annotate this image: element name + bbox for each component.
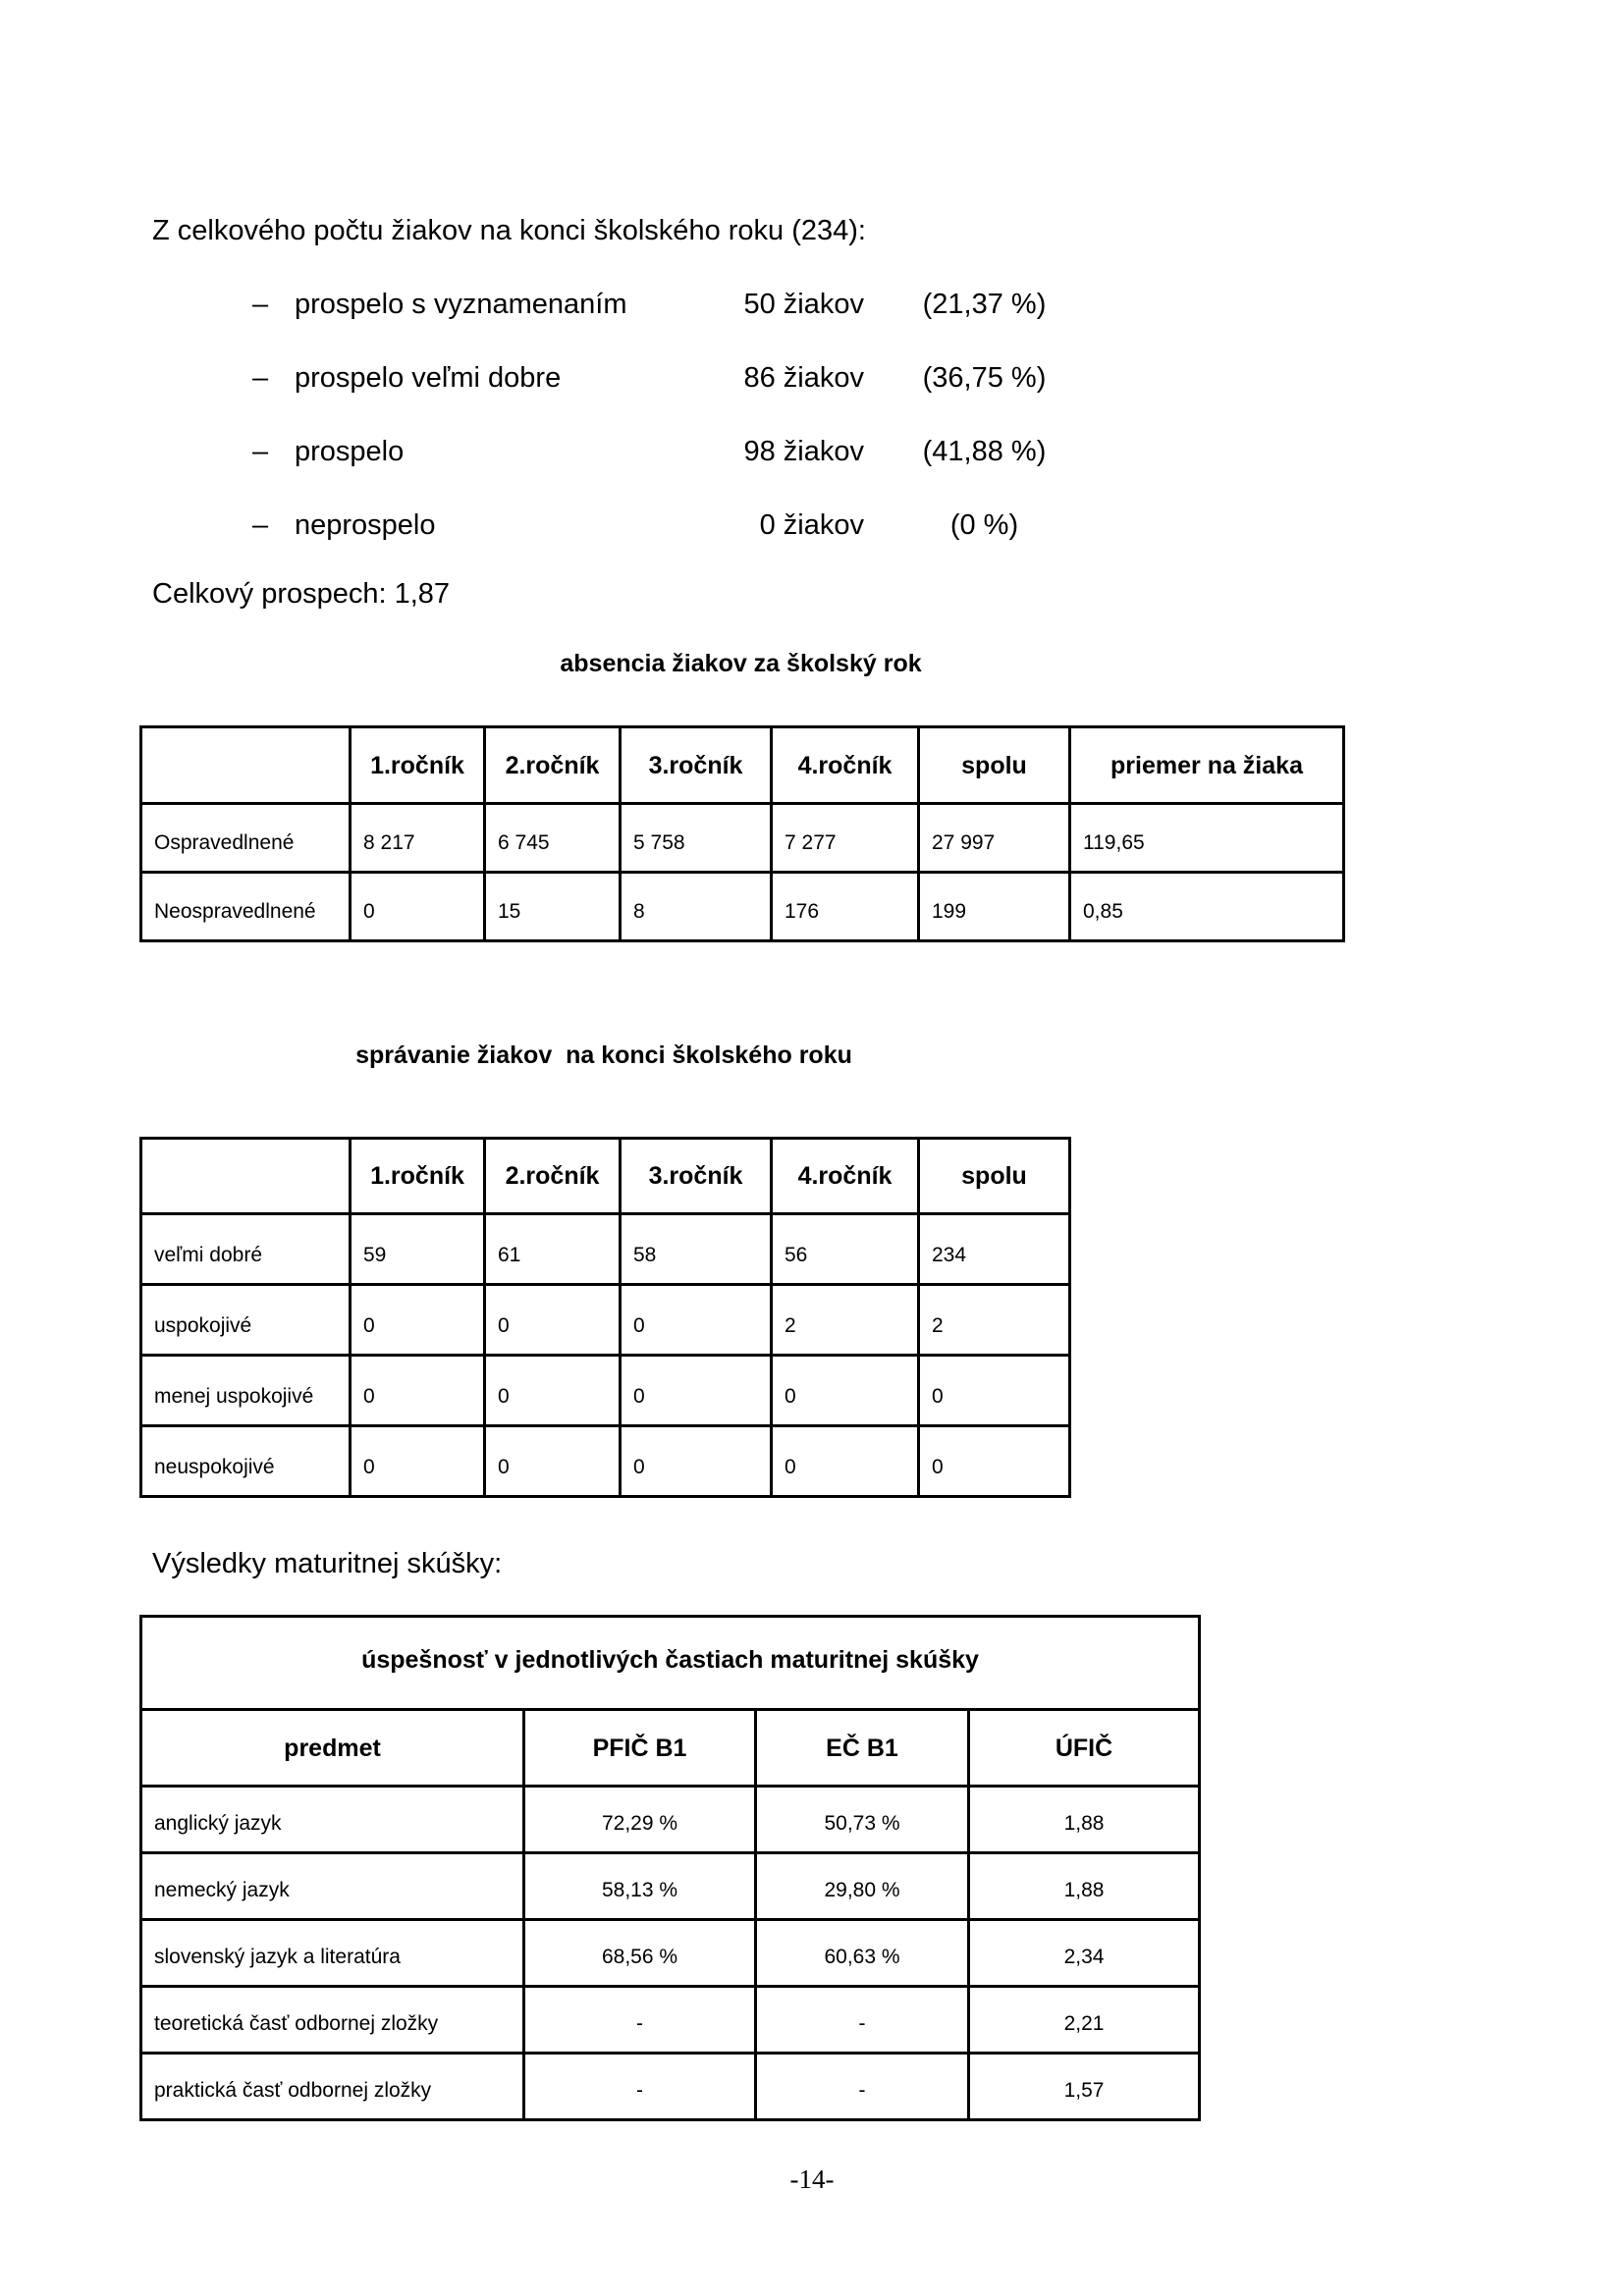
matura-table-title: úspešnosť v jednotlivých častiach maturitnej skúšky [141, 1617, 1200, 1710]
result-percentage: (36,75 %) [922, 362, 1047, 394]
table-cell: - [756, 2054, 969, 2120]
table-cell: 0 [772, 1426, 919, 1497]
table-cell: 234 [919, 1214, 1070, 1285]
result-percentage: (0 %) [949, 509, 1019, 541]
result-label: prospelo [295, 436, 405, 467]
table-cell: 119,65 [1070, 804, 1344, 873]
table-cell: 2,34 [969, 1920, 1200, 1987]
table-cell: 50,73 % [756, 1787, 969, 1853]
table-row [141, 1356, 1070, 1426]
table-cell: 6 745 [485, 804, 621, 873]
table-cell: 27 997 [919, 804, 1070, 873]
list-dash-marker: – [252, 509, 269, 541]
table-cell: 0 [919, 1426, 1070, 1497]
table-cell: 68,56 % [524, 1920, 756, 1987]
table-cell: 0 [621, 1285, 772, 1356]
table-header-row [141, 1139, 1070, 1214]
table-row [141, 873, 1344, 941]
table-cell: 199 [919, 873, 1070, 941]
table-cell: 60,63 % [756, 1920, 969, 1987]
table-cell: 29,80 % [756, 1853, 969, 1920]
table-cell: 0 [485, 1356, 621, 1426]
column-header: spolu [919, 1139, 1070, 1214]
table-cell: 7 277 [772, 804, 919, 873]
column-header: EČ B1 [756, 1710, 969, 1787]
table-row [141, 1426, 1070, 1497]
table-cell: - [524, 1987, 756, 2054]
row-label: uspokojivé [141, 1285, 351, 1356]
result-count: 0 žiakov [759, 509, 864, 541]
row-label: veľmi dobré [141, 1214, 351, 1285]
table-cell: 2 [919, 1285, 1070, 1356]
result-count: 98 žiakov [743, 436, 864, 467]
table-cell: 58,13 % [524, 1853, 756, 1920]
list-dash-marker: – [252, 362, 269, 394]
table-cell: 0 [485, 1285, 621, 1356]
row-label: anglický jazyk [141, 1787, 524, 1853]
table-row [141, 804, 1344, 873]
table-cell: 59 [351, 1214, 485, 1285]
table-row [141, 1285, 1070, 1356]
table-cell: 15 [485, 873, 621, 941]
column-header: 1.ročník [351, 727, 485, 804]
row-label: praktická časť odbornej zložky [141, 2054, 524, 2120]
table-cell: 8 [621, 873, 772, 941]
result-label: prospelo veľmi dobre [295, 362, 562, 394]
column-header: 2.ročník [485, 1139, 621, 1214]
column-header: 2.ročník [485, 727, 621, 804]
column-header: predmet [141, 1710, 524, 1787]
row-label: Neospravedlnené [141, 873, 351, 941]
table-cell: 0 [621, 1356, 772, 1426]
table-cell: 5 758 [621, 804, 772, 873]
row-label: nemecký jazyk [141, 1853, 524, 1920]
result-percentage: (41,88 %) [922, 436, 1047, 467]
table-row [141, 1920, 1200, 1987]
table-cell: 1,88 [969, 1787, 1200, 1853]
column-header [141, 727, 351, 804]
list-dash-marker: – [252, 289, 269, 320]
table-cell: 58 [621, 1214, 772, 1285]
table-cell: 72,29 % [524, 1787, 756, 1853]
table-title-row [141, 1617, 1200, 1710]
column-header: 3.ročník [621, 727, 772, 804]
result-count: 50 žiakov [743, 289, 864, 320]
result-count: 86 žiakov [743, 362, 864, 394]
table-cell: 61 [485, 1214, 621, 1285]
column-header: 4.ročník [772, 727, 919, 804]
column-header [141, 1139, 351, 1214]
table-cell: 2 [772, 1285, 919, 1356]
column-header: PFIČ B1 [524, 1710, 756, 1787]
table-header-row [141, 727, 1344, 804]
matura-heading: Výsledky maturitnej skúšky: [152, 1548, 503, 1579]
column-header: priemer na žiaka [1070, 727, 1344, 804]
column-header: 3.ročník [621, 1139, 772, 1214]
result-label: neprospelo [295, 509, 436, 541]
table-row [141, 1853, 1200, 1920]
table-cell: 0 [351, 873, 485, 941]
matura-table [139, 1615, 1201, 2121]
row-label: menej uspokojivé [141, 1356, 351, 1426]
table-header-row [141, 1710, 1200, 1787]
table-cell: 2,21 [969, 1987, 1200, 2054]
table-cell: - [524, 2054, 756, 2120]
table-row [141, 1987, 1200, 2054]
table-cell: - [756, 1987, 969, 2054]
table-cell: 0 [351, 1426, 485, 1497]
table-cell: 56 [772, 1214, 919, 1285]
column-header: ÚFIČ [969, 1710, 1200, 1787]
table-row [141, 1787, 1200, 1853]
row-label: Ospravedlnené [141, 804, 351, 873]
table-cell: 1,57 [969, 2054, 1200, 2120]
column-header: 4.ročník [772, 1139, 919, 1214]
page-number: -14- [789, 2164, 835, 2194]
summary-heading: Z celkového počtu žiakov na konci školského roku (234): [152, 215, 866, 246]
overall-grade: Celkový prospech: 1,87 [152, 578, 451, 610]
behavior-table-title: správanie žiakov na konci školského roku [355, 1041, 852, 1069]
column-header: spolu [919, 727, 1070, 804]
table-cell: 0 [485, 1426, 621, 1497]
results-list [252, 288, 1105, 582]
absence-table [139, 725, 1345, 942]
result-percentage: (21,37 %) [922, 289, 1047, 320]
table-cell: 0 [351, 1356, 485, 1426]
behavior-table [139, 1137, 1071, 1498]
row-label: slovenský jazyk a literatúra [141, 1920, 524, 1987]
result-label: prospelo s vyznamenaním [295, 289, 627, 320]
list-dash-marker: – [252, 436, 269, 467]
table-row [141, 2054, 1200, 2120]
table-row [141, 1214, 1070, 1285]
table-cell: 176 [772, 873, 919, 941]
table-cell: 0,85 [1070, 873, 1344, 941]
row-label: teoretická časť odbornej zložky [141, 1987, 524, 2054]
absence-table-title: absencia žiakov za školský rok [560, 650, 922, 677]
table-cell: 0 [621, 1426, 772, 1497]
table-cell: 0 [919, 1356, 1070, 1426]
table-cell: 1,88 [969, 1853, 1200, 1920]
table-cell: 0 [351, 1285, 485, 1356]
table-cell: 0 [772, 1356, 919, 1426]
row-label: neuspokojivé [141, 1426, 351, 1497]
table-cell: 8 217 [351, 804, 485, 873]
column-header: 1.ročník [351, 1139, 485, 1214]
